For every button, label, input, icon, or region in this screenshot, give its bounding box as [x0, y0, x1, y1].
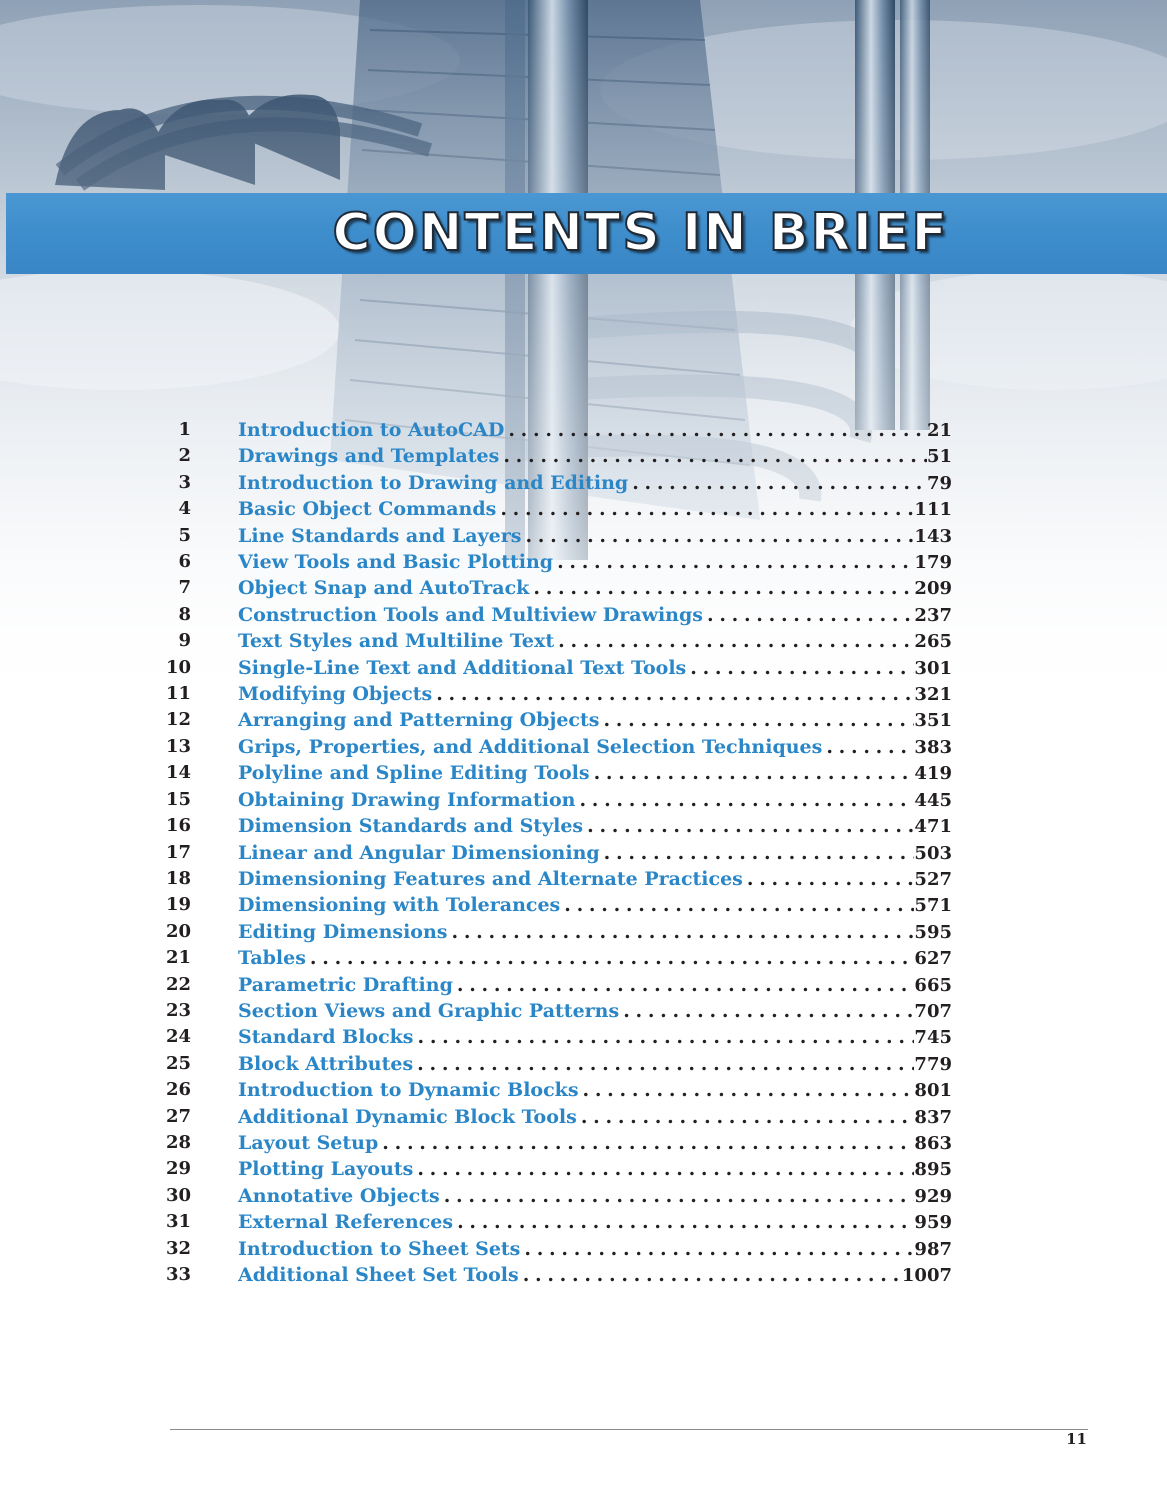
- chapter-title-link[interactable]: Parametric Drafting: [238, 973, 453, 996]
- dot-leader: [453, 972, 915, 998]
- chapter-number: 32: [165, 1237, 191, 1259]
- dot-leader: [521, 523, 914, 549]
- chapter-page-number: 383: [914, 736, 952, 758]
- chapter-page-number: 79: [926, 472, 952, 494]
- chapter-title-link[interactable]: Introduction to AutoCAD: [238, 419, 505, 441]
- toc-entry: [238, 655, 952, 682]
- chapter-title-link[interactable]: Dimension Standards and Styles: [238, 815, 584, 838]
- dot-leader: [519, 1262, 902, 1288]
- chapter-number: 5: [178, 524, 191, 546]
- chapter-number: 11: [165, 683, 191, 705]
- chapter-page-number: 301: [914, 657, 952, 679]
- toc-entry: [238, 760, 952, 787]
- toc-entry: [238, 1209, 952, 1236]
- toc-entry: [238, 575, 952, 602]
- chapter-page-number: 351: [914, 710, 952, 732]
- dot-leader: [496, 496, 914, 522]
- dot-leader: [575, 787, 914, 813]
- page-number: 11: [1066, 1430, 1087, 1448]
- chapter-number: 30: [165, 1184, 191, 1206]
- toc-entry: [238, 840, 952, 867]
- toc-entry-row: [160, 892, 960, 918]
- toc-entry: [238, 787, 952, 814]
- chapter-page-number: 471: [914, 816, 952, 838]
- chapter-page-number: 237: [914, 604, 952, 626]
- dot-leader: [553, 549, 914, 575]
- toc-entry-row: [160, 1262, 960, 1288]
- toc-entry-row: [160, 575, 960, 601]
- chapter-title-link[interactable]: Drawings and Templates: [238, 445, 500, 468]
- chapter-title-link[interactable]: Basic Object Commands: [238, 498, 497, 521]
- chapter-number: 14: [165, 762, 191, 784]
- chapter-number: 18: [165, 867, 191, 889]
- chapter-page-number: 111: [914, 499, 952, 521]
- toc-entry: [238, 628, 952, 655]
- chapter-number: 7: [178, 577, 191, 599]
- chapter-page-number: 987: [914, 1238, 952, 1260]
- chapter-title-link[interactable]: Dimensioning Features and Alternate Practices: [238, 867, 743, 890]
- toc-entry-row: [160, 1077, 960, 1103]
- toc-entry-row: [160, 707, 960, 733]
- toc-entry: [238, 1156, 952, 1183]
- chapter-title-link[interactable]: Introduction to Drawing and Editing: [238, 471, 629, 494]
- toc-entry-row: [160, 972, 960, 998]
- chapter-number: 28: [165, 1131, 191, 1153]
- chapter-page-number: 745: [914, 1027, 952, 1049]
- title-banner: [6, 193, 1167, 274]
- toc-entry-row: [160, 443, 960, 469]
- toc-entry-row: [160, 734, 960, 760]
- chapter-title-link[interactable]: Polyline and Spline Editing Tools: [238, 762, 590, 785]
- dot-leader: [504, 417, 927, 443]
- toc-entry-row: [160, 602, 960, 628]
- toc-entry: [238, 523, 952, 550]
- dot-leader: [628, 470, 927, 496]
- toc-entry-row: [160, 470, 960, 496]
- chapter-title-link[interactable]: View Tools and Basic Plotting: [238, 551, 554, 574]
- chapter-title-link[interactable]: Line Standards and Layers: [238, 524, 522, 547]
- dot-leader: [448, 919, 915, 945]
- chapter-number: 3: [178, 471, 191, 493]
- chapter-number: 27: [165, 1105, 191, 1127]
- chapter-title-link[interactable]: Additional Sheet Set Tools: [238, 1264, 519, 1286]
- chapter-number: 25: [165, 1052, 191, 1074]
- chapter-title-link[interactable]: Text Styles and Multiline Text: [238, 630, 555, 653]
- chapter-page-number: 837: [914, 1106, 952, 1128]
- chapter-title-link[interactable]: Single-Line Text and Additional Text Tools: [238, 656, 687, 679]
- toc-entry-row: [160, 549, 960, 575]
- chapter-title-link[interactable]: Introduction to Sheet Sets: [238, 1237, 521, 1260]
- toc-entry: [238, 1262, 952, 1289]
- toc-entry: [238, 734, 952, 761]
- toc-entry-row: [160, 628, 960, 654]
- toc-entry: [238, 681, 952, 708]
- dot-leader: [414, 1024, 915, 1050]
- toc-entry: [238, 470, 952, 497]
- toc-entry-row: [160, 1183, 960, 1209]
- chapter-title-link[interactable]: Block Attributes: [238, 1052, 414, 1075]
- toc-entry-row: [160, 1104, 960, 1130]
- chapter-number: 9: [178, 630, 191, 652]
- toc-entry: [238, 813, 952, 840]
- dot-leader: [599, 707, 914, 733]
- toc-entry: [238, 443, 952, 470]
- dot-leader: [413, 1051, 914, 1077]
- toc-entry: [238, 998, 952, 1025]
- chapter-page-number: 1007: [901, 1265, 952, 1286]
- dot-leader: [822, 734, 914, 760]
- toc-entry-row: [160, 840, 960, 866]
- toc-entry: [238, 1183, 952, 1210]
- toc-entry: [238, 972, 952, 999]
- chapter-number: 8: [178, 603, 191, 625]
- toc-entry: [238, 892, 952, 919]
- chapter-page-number: 959: [914, 1212, 952, 1234]
- toc-entry-row: [160, 1130, 960, 1156]
- chapter-number: 1: [178, 419, 191, 440]
- toc-entry: [238, 707, 952, 734]
- chapter-title-link[interactable]: Dimensioning with Tolerances: [238, 894, 561, 917]
- chapter-number: 31: [165, 1211, 191, 1233]
- dot-leader: [432, 681, 914, 707]
- dot-leader: [743, 866, 915, 892]
- chapter-number: 23: [165, 999, 191, 1021]
- toc-entry: [238, 417, 952, 444]
- chapter-number: 17: [165, 841, 191, 863]
- toc-entry-row: [160, 496, 960, 522]
- chapter-page-number: 209: [914, 578, 952, 600]
- dot-leader: [686, 655, 914, 681]
- dot-leader: [619, 998, 914, 1024]
- toc-entry-row: [160, 1024, 960, 1050]
- toc-entry-row: [160, 945, 960, 971]
- chapter-number: 26: [165, 1079, 191, 1101]
- dot-leader: [499, 443, 927, 469]
- dot-leader: [703, 602, 914, 628]
- chapter-number: 6: [178, 551, 191, 573]
- chapter-page-number: 527: [914, 868, 952, 890]
- toc-entry: [238, 602, 952, 629]
- toc-entry: [238, 919, 952, 946]
- chapter-title-link[interactable]: Tables: [238, 947, 306, 970]
- toc-entry-row: [160, 523, 960, 549]
- toc-entry-row: [160, 787, 960, 813]
- dot-leader: [453, 1209, 914, 1235]
- chapter-page-number: 595: [914, 921, 952, 943]
- dot-leader: [560, 892, 914, 918]
- footer-divider: [170, 1429, 1088, 1430]
- chapter-page-number: 779: [914, 1053, 952, 1075]
- toc-entry: [238, 1051, 952, 1078]
- dot-leader: [413, 1156, 914, 1182]
- chapter-number: 16: [165, 815, 191, 837]
- toc-entry-row: [160, 760, 960, 786]
- chapter-title-link[interactable]: Annotative Objects: [238, 1184, 440, 1207]
- toc-entry-row: [160, 1236, 960, 1262]
- chapter-title-link[interactable]: Additional Dynamic Block Tools: [238, 1105, 577, 1128]
- chapter-page-number: 143: [914, 525, 952, 547]
- toc-entry: [238, 1130, 952, 1157]
- dot-leader: [378, 1130, 914, 1156]
- toc-entry: [238, 1024, 952, 1051]
- chapter-number: 2: [178, 445, 191, 467]
- chapter-page-number: 665: [914, 974, 952, 996]
- chapter-number: 20: [165, 920, 191, 942]
- toc-entry: [238, 1104, 952, 1131]
- chapter-page-number: 265: [914, 631, 952, 653]
- toc-entry-row: [160, 1051, 960, 1077]
- toc-entry-row: [160, 1156, 960, 1182]
- chapter-title-link[interactable]: Layout Setup: [238, 1131, 379, 1154]
- toc-entry-row: [160, 919, 960, 945]
- toc-entry: [238, 1077, 952, 1104]
- chapter-number: 12: [165, 709, 191, 731]
- chapter-title-link[interactable]: Construction Tools and Multiview Drawings: [238, 603, 703, 626]
- toc-entry: [238, 496, 952, 523]
- chapter-number: 29: [165, 1158, 191, 1180]
- chapter-number: 4: [178, 498, 191, 520]
- toc-entry: [238, 1236, 952, 1263]
- chapter-number: 21: [165, 947, 191, 969]
- chapter-number: 19: [165, 894, 191, 916]
- chapter-page-number: 503: [914, 842, 952, 864]
- chapter-page-number: 419: [914, 763, 952, 785]
- chapter-number: 13: [165, 735, 191, 757]
- page-title: CONTENTS IN BRIEF: [332, 203, 949, 263]
- chapter-title-link[interactable]: Editing Dimensions: [238, 920, 448, 943]
- dot-leader: [600, 840, 915, 866]
- chapter-number: 10: [165, 656, 191, 678]
- chapter-page-number: 571: [914, 895, 952, 917]
- dot-leader: [306, 945, 915, 971]
- toc-entry-row: [160, 866, 960, 892]
- toc-entry: [238, 945, 952, 972]
- chapter-page-number: 895: [914, 1159, 952, 1181]
- chapter-number: 22: [165, 973, 191, 995]
- dot-leader: [590, 760, 915, 786]
- chapter-page-number: 445: [914, 789, 952, 811]
- chapter-number: 24: [165, 1026, 191, 1048]
- chapter-number: 15: [165, 788, 191, 810]
- chapter-page-number: 51: [926, 446, 952, 468]
- chapter-title-link[interactable]: Arranging and Patterning Objects: [238, 709, 600, 732]
- dot-leader: [529, 575, 914, 601]
- chapter-title-link[interactable]: Section Views and Graphic Patterns: [238, 999, 620, 1022]
- chapter-title-link[interactable]: Introduction to Dynamic Blocks: [238, 1079, 579, 1102]
- toc-entry-row: [160, 998, 960, 1024]
- chapter-title-link[interactable]: Standard Blocks: [238, 1026, 414, 1049]
- dot-leader: [520, 1236, 914, 1262]
- dot-leader: [583, 813, 914, 839]
- chapter-page-number: 929: [914, 1185, 952, 1207]
- toc-entry: [238, 549, 952, 576]
- chapter-page-number: 801: [914, 1080, 952, 1102]
- toc-entry-row: [160, 813, 960, 839]
- chapter-title-link[interactable]: Plotting Layouts: [238, 1158, 414, 1181]
- chapter-page-number: 321: [914, 684, 952, 706]
- dot-leader: [554, 628, 914, 654]
- chapter-page-number: 21: [926, 420, 952, 441]
- toc-entry-row: [160, 655, 960, 681]
- chapter-title-link[interactable]: Object Snap and AutoTrack: [238, 577, 530, 600]
- chapter-page-number: 179: [914, 552, 952, 574]
- dot-leader: [577, 1104, 915, 1130]
- chapter-number: 33: [165, 1264, 191, 1285]
- table-of-contents: [160, 417, 960, 1288]
- toc-entry-row: [160, 681, 960, 707]
- toc-entry-row: [160, 417, 960, 443]
- chapter-page-number: 627: [914, 948, 952, 970]
- toc-entry-row: [160, 1209, 960, 1235]
- dot-leader: [440, 1183, 915, 1209]
- chapter-title-link[interactable]: Linear and Angular Dimensioning: [238, 841, 600, 864]
- toc-entry: [238, 866, 952, 893]
- dot-leader: [579, 1077, 915, 1103]
- chapter-title-link[interactable]: Modifying Objects: [238, 683, 433, 706]
- chapter-page-number: 707: [914, 1000, 952, 1022]
- chapter-title-link[interactable]: Obtaining Drawing Information: [238, 788, 576, 811]
- chapter-title-link[interactable]: Grips, Properties, and Additional Selection Techniques: [238, 735, 823, 758]
- chapter-title-link[interactable]: External References: [238, 1211, 454, 1234]
- chapter-page-number: 863: [914, 1132, 952, 1154]
